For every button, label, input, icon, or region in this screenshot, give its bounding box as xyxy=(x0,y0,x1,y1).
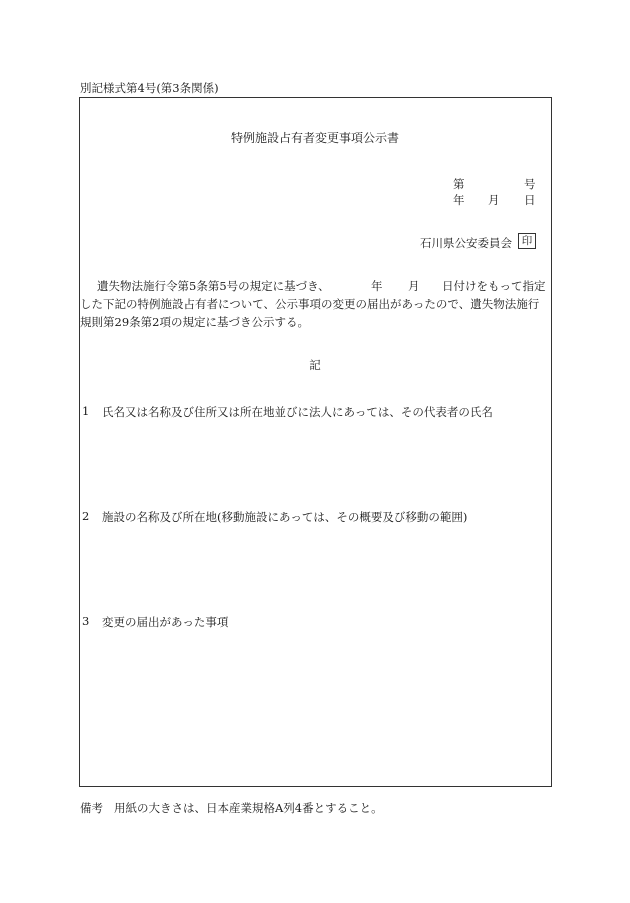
number-prefix: 第 xyxy=(453,177,465,191)
body-line-1-month: 月 xyxy=(408,279,420,293)
body-line-3: 規則第29条第2項の規定に基づき公示する。 xyxy=(80,315,309,329)
note-label: 備考 xyxy=(80,801,103,815)
body-line-1b: 日付けをもって指定 xyxy=(442,279,546,293)
form-caption: 別記様式第4号(第3条関係) xyxy=(80,81,219,95)
note-text: 用紙の大きさは、日本産業規格A列4番とすること。 xyxy=(114,801,383,815)
document-title: 特例施設占有者変更事項公示書 xyxy=(230,131,399,145)
item-1-number: 1 xyxy=(82,404,90,418)
date-day: 日 xyxy=(524,193,536,207)
item-3-text: 変更の届出があった事項 xyxy=(102,615,229,629)
document-frame xyxy=(79,97,552,787)
body-line-2: した下記の特例施設占有者について、公示事項の変更の届出があったので、遺失物法施行 xyxy=(80,297,540,311)
item-2-number: 2 xyxy=(82,509,90,523)
item-2-text: 施設の名称及び所在地(移動施設にあっては、その概要及び移動の範囲) xyxy=(102,510,468,524)
ki-heading: 記 xyxy=(309,358,321,372)
seal-stamp-box: 印 xyxy=(518,233,536,249)
number-suffix: 号 xyxy=(524,177,536,191)
date-month: 月 xyxy=(488,193,500,207)
body-line-1-year: 年 xyxy=(371,279,383,293)
date-year: 年 xyxy=(453,193,465,207)
item-3-number: 3 xyxy=(82,614,90,628)
body-line-1a: 遺失物法施行令第5条第5号の規定に基づき、 xyxy=(97,279,330,293)
item-1-text: 氏名又は名称及び住所又は所在地並びに法人にあっては、その代表者の氏名 xyxy=(102,405,493,419)
issuer-name: 石川県公安委員会 xyxy=(420,236,512,250)
